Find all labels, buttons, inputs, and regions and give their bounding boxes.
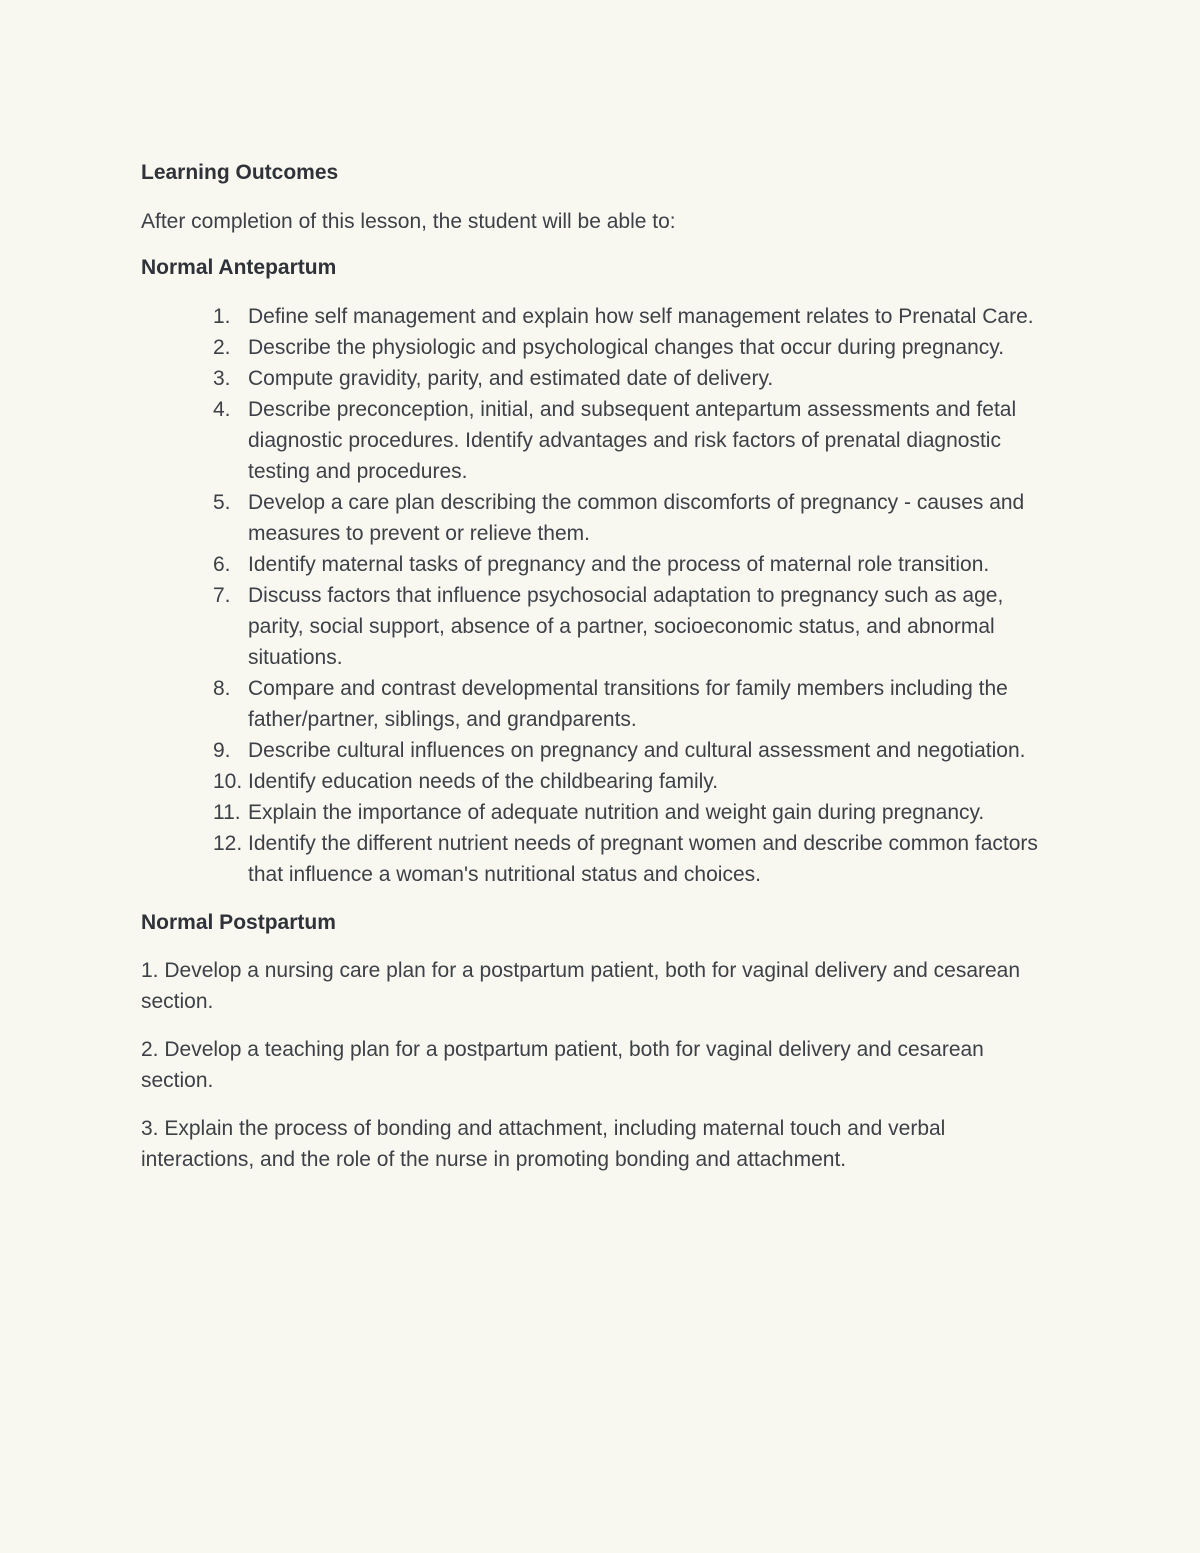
intro-text: After completion of this lesson, the student will be able to: [141,210,676,233]
list-item-text: Describe the physiologic and psychological changes that occur during pregnancy. [248,336,1005,359]
list-item-number: 9. [213,739,231,762]
postpartum-item: 2. Develop a teaching plan for a postpartum patient, both for vaginal delivery and cesarean section. [141,1038,984,1092]
list-item-text: Identify education needs of the childbearing family. [248,770,719,793]
list-item-number: 10. [213,770,243,793]
list-item [141,580,1061,673]
list-item [141,332,1061,363]
list-item-text: Compare and contrast developmental transitions for family members including the father/partner, siblings, and grandparents. [248,677,1008,731]
list-item-text: Define self management and explain how self management relates to Prenatal Care. [248,305,1034,328]
antepartum-heading: Normal Antepartum [141,256,337,279]
list-item-number: 7. [213,584,231,607]
postpartum-item: 1. Develop a nursing care plan for a postpartum patient, both for vaginal delivery and cesarean section. [141,959,1021,1013]
list-item-text: Discuss factors that influence psychosocial adaptation to pregnancy such as age, parity, social support, absence of a partner, socioeconomic status, and abnormal situations. [248,584,1004,669]
list-item-number: 6. [213,553,231,576]
list-item [141,394,1061,487]
list-item [141,766,1061,797]
list-item [141,363,1061,394]
list-item-text: Describe cultural influences on pregnancy and cultural assessment and negotiation. [248,739,1026,762]
document-page [141,158,1061,1175]
list-item [141,549,1061,580]
page-title: Learning Outcomes [141,161,339,184]
list-item [141,735,1061,766]
list-item-number: 12. [213,832,243,855]
list-item [141,828,1061,890]
list-item-number: 3. [213,367,231,390]
list-item-number: 11. [213,801,241,824]
list-item-number: 2. [213,336,231,359]
postpartum-item: 3. Explain the process of bonding and attachment, including maternal touch and verbal interactions, and the role of the nurse in promoting bonding and attachment. [141,1117,946,1171]
list-item-number: 5. [213,491,231,514]
antepartum-list [141,301,1061,890]
list-item-text: Develop a care plan describing the common discomforts of pregnancy - causes and measures to prevent or relieve them. [248,491,1025,545]
list-item [141,301,1061,332]
list-item-number: 8. [213,677,231,700]
list-item-number: 1. [213,305,231,328]
postpartum-heading: Normal Postpartum [141,911,336,934]
list-item-text: Compute gravidity, parity, and estimated date of delivery. [248,367,774,390]
list-item [141,673,1061,735]
list-item-text: Identify maternal tasks of pregnancy and the process of maternal role transition. [248,553,990,576]
list-item-text: Describe preconception, initial, and subsequent antepartum assessments and fetal diagnostic procedures. Identify advantages and risk factors of prenatal diagnostic testing and procedures. [248,398,1017,483]
list-item-number: 4. [213,398,231,421]
list-item-text: Explain the importance of adequate nutrition and weight gain during pregnancy. [248,801,985,824]
list-item-text: Identify the different nutrient needs of pregnant women and describe common factors that influence a woman's nutritional status and choices. [248,832,1038,886]
list-item [141,797,1061,828]
list-item [141,487,1061,549]
